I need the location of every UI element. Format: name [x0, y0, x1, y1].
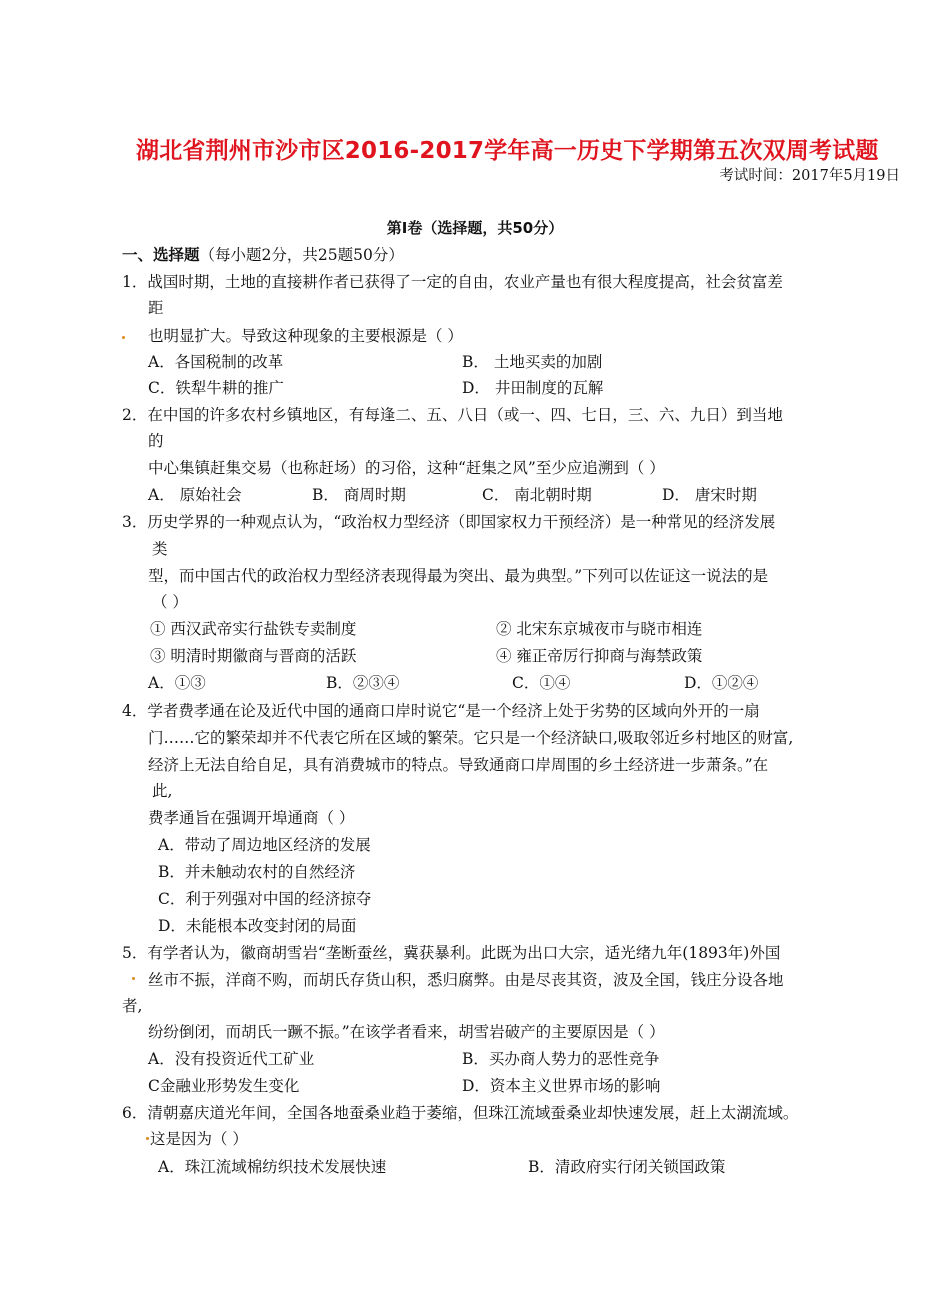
section-note: （每小题2分，共25题50分）	[199, 246, 404, 264]
q2-option-d: D． 唐宋时期	[662, 486, 757, 504]
q5-option-a: A．没有投资近代工矿业	[148, 1050, 315, 1068]
q1-option-a: A．各国税制的改革	[148, 353, 284, 371]
q4-option-a: A．带动了周边地区经济的发展	[158, 836, 371, 854]
q3-option-b: B．②③④	[326, 674, 400, 692]
q2-stem-line-1: 2．在中国的许多农村乡镇地区，有每逢二、五、八日（或一、四、七日，三、六、九日）到当地	[122, 406, 783, 424]
q3-item-3: ③ 明清时期徽商与晋商的活跃	[150, 647, 357, 665]
q1-stem-line-3: 也明显扩大。导致这种现象的主要根源是（ ）	[148, 327, 463, 345]
q4-stem-line-1: 4．学者费孝通在论及近代中国的通商口岸时说它“是一个经济上处于劣势的区域向外开的一扇	[122, 702, 760, 720]
q6-stem-line-2: 这是因为（ ）	[150, 1130, 248, 1148]
q1-stem-line-1: 1．战国时期，土地的直接耕作者已获得了一定的自由，农业产量也有很大程度提高，社会贫富差	[122, 273, 783, 291]
q4-stem-line-4: 此,	[152, 782, 173, 800]
margin-dot	[122, 336, 125, 339]
q5-option-b: B．买办商人势力的恶性竞争	[462, 1050, 660, 1068]
q6-stem-line-1: 6．清朝嘉庆道光年间，全国各地蚕桑业趋于萎缩，但珠江流域蚕桑业却快速发展，赶上太湖流域。	[122, 1104, 799, 1122]
q4-option-d: D．未能根本改变封闭的局面	[158, 917, 357, 935]
section-heading	[122, 245, 404, 265]
q4-stem-line-2: 门……它的繁荣却并不代表它所在区域的繁荣。它只是一个经济缺口,吸取邻近乡村地区的财富,	[148, 729, 794, 747]
q4-option-b: B．并未触动农村的自然经济	[158, 863, 356, 881]
q6-option-a: A．珠江流域棉纺织技术发展快速	[158, 1158, 387, 1176]
q4-stem-line-3: 经济上无法自给自足，具有消费城市的特点。导致通商口岸周围的乡土经济进一步萧条。”在	[148, 756, 769, 774]
q1-stem-line-2: 距	[148, 299, 164, 317]
q2-stem-line-2: 的	[148, 432, 164, 450]
q3-stem-line-1: 3．历史学界的一种观点认为，“政治权力型经济（即国家权力干预经济）是一种常见的经济发展	[122, 513, 776, 531]
q3-item-2: ② 北宋东京城夜市与晓市相连	[496, 620, 703, 638]
exam-title: 湖北省荆州市沙市区2016-2017学年高一历史下学期第五次双周考试题	[136, 138, 879, 164]
q4-option-c: C．利于列强对中国的经济掠夺	[158, 890, 372, 908]
exam-time: 考试时间：2017年5月19日	[719, 168, 900, 184]
q5-stem-line-4: 纷纷倒闭，而胡氏一蹶不振。”在该学者看来，胡雪岩破产的主要原因是（ ）	[148, 1023, 665, 1041]
q3-option-a: A．①③	[148, 674, 206, 692]
q3-item-4: ④ 雍正帝厉行抑商与海禁政策	[496, 647, 703, 665]
margin-dot	[132, 977, 135, 980]
q3-item-1: ① 西汉武帝实行盐铁专卖制度	[150, 620, 357, 638]
q5-option-d: D．资本主义世界市场的影响	[462, 1077, 661, 1095]
q3-option-c: C．①④	[512, 674, 571, 692]
q3-stem-line-3: 型，而中国古代的政治权力型经济表现得最为突出、最为典型。”下列可以佐证这一说法的是	[148, 567, 769, 585]
q5-stem-line-1: 5．有学者认为，徽商胡雪岩“垄断蚕丝，冀获暴利。此既为出口大宗，适光绪九年(1893年)外国	[122, 944, 781, 962]
q3-stem-line-2: 类	[152, 540, 168, 558]
q1-option-d: D． 井田制度的瓦解	[462, 379, 604, 397]
q4-stem-line-5: 费孝通旨在强调开埠通商（ ）	[148, 809, 355, 827]
q1-option-c: C．铁犁牛耕的推广	[148, 379, 284, 397]
q5-option-c: C金融业形势发生变化	[148, 1077, 300, 1095]
q3-stem-line-4: （ ）	[152, 593, 188, 611]
q2-option-c: C． 南北朝时期	[482, 486, 592, 504]
q6-option-b: B．清政府实行闭关锁国政策	[528, 1158, 726, 1176]
q2-option-b: B． 商周时期	[312, 486, 406, 504]
q5-stem-line-3: 者,	[122, 997, 143, 1015]
part-title: 第Ⅰ卷（选择题，共50分）	[386, 219, 564, 237]
q2-option-a: A． 原始社会	[148, 486, 242, 504]
q5-stem-line-2: 丝市不振，洋商不购，而胡氏存货山积，悉归腐弊。由是尽丧其资，波及全国，钱庄分设各地	[148, 971, 784, 989]
section-title: 一、选择题	[122, 246, 200, 264]
q3-option-d: D．①②④	[684, 674, 759, 692]
q2-stem-line-3: 中心集镇赶集交易（也称赶场）的习俗，这种“赶集之风”至少应追溯到（ ）	[148, 459, 665, 477]
margin-dot	[146, 1137, 149, 1140]
q1-option-b: B． 土地买卖的加剧	[462, 353, 603, 371]
